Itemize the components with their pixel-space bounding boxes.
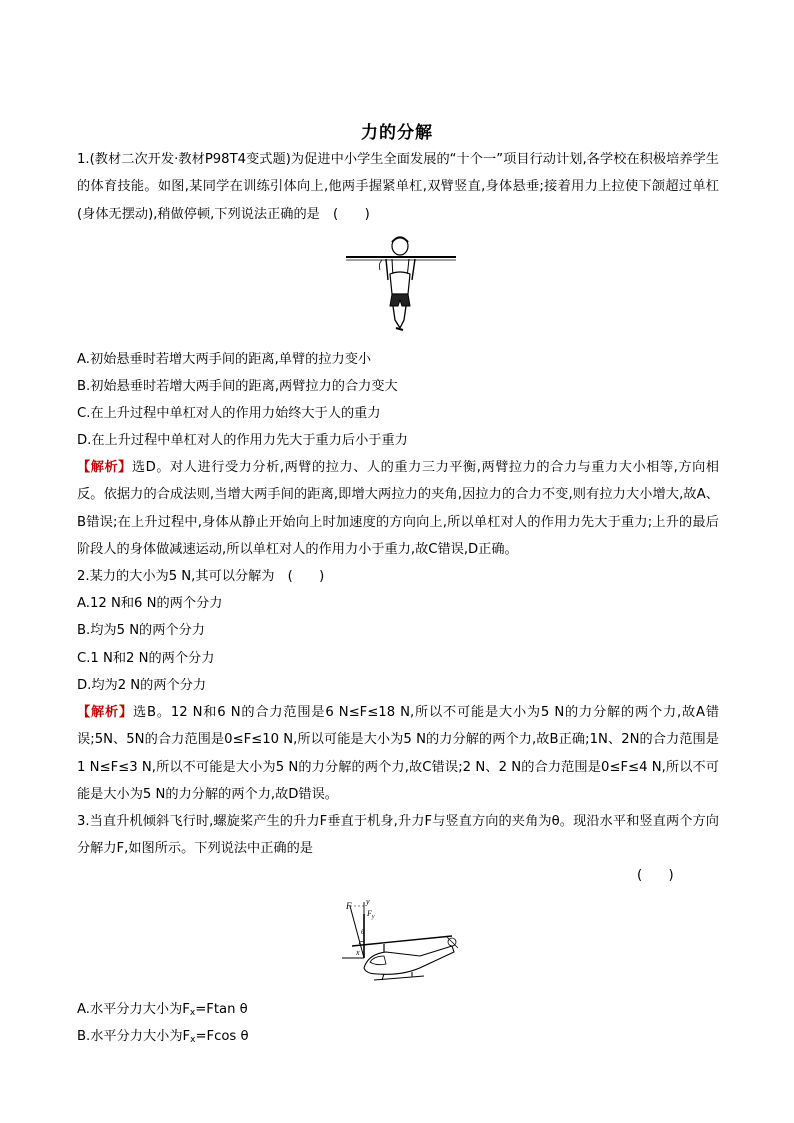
question-1-stem: 1.(教材二次开发·教材P98T4变式题)为促进中小学生全面发展的“十个一”项目行动计划,各学校在积极培养学生的体育技能。如图,某同学在训练引体向上,他两手握紧单杠,双臂竖直,身体悬垂;接着用力上拉使下颌超过单杠(身体无摆动),稍做停顿,下列说法正确的是 ( ): [77, 152, 719, 222]
question-3-option-b: B.水平分力大小为$F_x=Fcos$ θ: [77, 1029, 249, 1045]
question-2-option-a: A.12 N和6 N的两个分力: [77, 596, 223, 611]
question-2-option-b: B.均为5 N的两个分力: [77, 623, 205, 638]
question-1-option-b: B.初始悬垂时若增大两手间的距离,两臂拉力的合力变大: [77, 379, 398, 394]
question-2-stem: 2.某力的大小为5 N,其可以分解为 ( ): [77, 569, 325, 584]
analysis-text: 选D。对人进行受力分析,两臂的拉力、人的重力三力平衡,两臂拉力的合力与重力大小相等,方向相反。依据力的合成法则,当增大两手间的距离,即增大两拉力的夹角,因拉力的合力不变,则有拉力大小增大,故A、B错误;在上升过程中,身体从静止开始向上时加速度的方向向上,所以单杠对人的作用力先大于重力;上升的最后阶段人的身体做减速运动,所以单杠对人的作用力小于重力,故C错误,D正确。: [77, 460, 719, 558]
x-axis-label: x: [356, 948, 360, 957]
question-1-option-c: C.在上升过程中单杠对人的作用力始终大于人的重力: [77, 406, 381, 421]
analysis-text: 选B。12 N和6 N的合力范围是6 N≤F≤18 N,所以不可能是大小为5 N的力分解的两个力,故A错误;5N、5N的合力范围是0≤F≤10 N,所以可能是大小为5 N的力分解的两个力,故B正确;1N、2N的合力范围是1 N≤F≤3 N,所以不可能是大小为5 N的力分解的两个力,故C错误;2 N、2 N的合力范围是0≤F≤4 N,所以不可能是大小为5 N的力分解的两个力,故D错误。: [77, 705, 720, 803]
question-1-option-a: A.初始悬垂时若增大两手间的距离,单臂的拉力变小: [77, 352, 372, 367]
force-f-label: F: [346, 901, 352, 911]
question-2-option-d: D.均为2 N的两个分力: [77, 678, 207, 693]
theta-label: θ: [361, 928, 365, 936]
question-3-stem: 3.当直升机倾斜飞行时,螺旋桨产生的升力F垂直于机身,升力F与竖直方向的夹角为θ。现沿水平和竖直两个方向分解力F,如图所示。下列说法中正确的是: [77, 814, 719, 857]
helicopter-figure: [334, 896, 466, 990]
question-2-analysis: [77, 699, 719, 809]
y-axis-label: y: [366, 897, 370, 906]
question-1-option-d: D.在上升过程中单杠对人的作用力先大于重力后小于重力: [77, 433, 408, 448]
analysis-tag: 【解析】: [77, 705, 133, 720]
question-1-analysis: [77, 454, 719, 564]
pull-up-figure: [340, 230, 460, 336]
question-3-option-a: A.水平分力大小为$F_x=Ftan$ θ: [77, 1002, 248, 1018]
question-2-option-c: C.1 N和2 N的两个分力: [77, 651, 215, 666]
force-fy-label: $F_y$: [367, 909, 375, 920]
page-title: 力的分解: [361, 123, 433, 143]
analysis-tag: 【解析】: [77, 460, 132, 475]
question-3-answer-paren: ( ): [637, 868, 674, 883]
